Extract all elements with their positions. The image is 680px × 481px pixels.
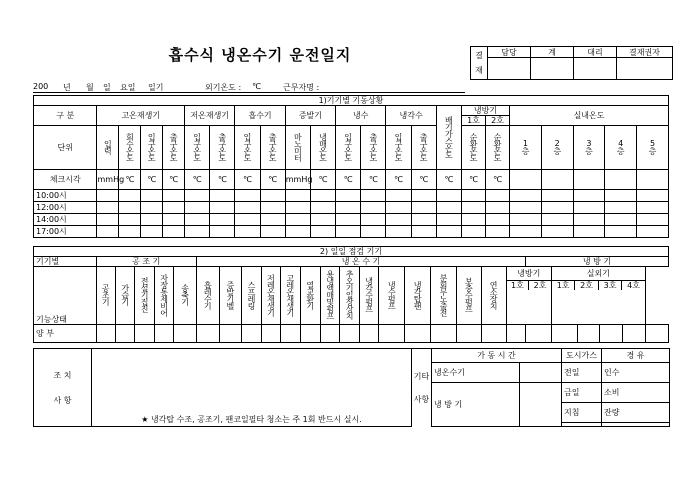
col-label: 저레온재생기: [261, 267, 280, 325]
blank-cell: [510, 170, 542, 190]
group-indoor-temp: 실내온도: [510, 106, 669, 126]
section2-table: [33, 246, 669, 343]
group-cooler: 냉방기: [461, 106, 509, 116]
time-label: 10:00시: [34, 190, 97, 202]
group-heater: 냉 방 기: [526, 257, 669, 267]
group-evaporator: 증발기: [285, 106, 335, 126]
unit: ℃: [310, 170, 335, 190]
entry-cell[interactable]: [600, 325, 623, 343]
entry-cell[interactable]: [486, 190, 510, 202]
approval-table: [470, 46, 673, 80]
col-label: 스프레링: [242, 267, 261, 325]
entry-cell[interactable]: [261, 325, 280, 343]
outdoor-temp-unit: ℃: [252, 82, 261, 91]
entry-cell[interactable]: [260, 190, 285, 202]
unit: ℃: [411, 170, 436, 190]
entry-cell[interactable]: [431, 325, 457, 343]
entry-cell[interactable]: [310, 190, 335, 202]
label-etc: [412, 349, 432, 427]
label-action: [34, 349, 92, 427]
entry-cell[interactable]: [185, 214, 210, 226]
entry-cell[interactable]: [210, 190, 235, 202]
gas-row: 금일: [562, 383, 602, 403]
unit: ℃: [461, 170, 485, 190]
approval-col-3: 결재권자: [617, 47, 673, 58]
oil-row: 인수: [602, 363, 670, 383]
entry-cell[interactable]: [119, 226, 141, 238]
approval-col-1: 계: [531, 47, 574, 58]
group-cool-unit: [506, 267, 551, 325]
entry-cell[interactable]: [97, 190, 119, 202]
col-label: 5층: [637, 126, 669, 170]
col-label: 출구온도: [260, 126, 285, 170]
col-label: 회수온도: [119, 126, 141, 170]
entry-cell[interactable]: [285, 202, 310, 214]
gas-row: 지침: [562, 403, 602, 423]
entry-cell[interactable]: [135, 325, 154, 343]
entry-cell[interactable]: [405, 325, 431, 343]
entry-cell[interactable]: [119, 190, 141, 202]
entry-cell[interactable]: [510, 202, 542, 214]
entry-cell[interactable]: [185, 190, 210, 202]
section1-title: 1)기기별 기동상황: [34, 96, 669, 106]
unit: ℃: [235, 170, 260, 190]
entry-cell[interactable]: [456, 325, 481, 343]
entry-cell[interactable]: [436, 214, 461, 226]
entry-cell[interactable]: [379, 325, 405, 343]
entry-cell[interactable]: [359, 325, 378, 343]
entry-cell[interactable]: [185, 226, 210, 238]
entry-cell[interactable]: [141, 202, 163, 214]
col-label: 3층: [573, 126, 605, 170]
entry-cell[interactable]: [163, 202, 185, 214]
col-label: 공조기: [96, 267, 115, 325]
unit: ℃: [141, 170, 163, 190]
col-label: 입력: [97, 126, 119, 170]
col-label: 보충수펌프: [456, 267, 481, 325]
op-row-chiller: 냉온수기: [432, 363, 520, 383]
col-label: 2층: [541, 126, 573, 170]
group-outdoor-unit: [551, 267, 645, 325]
entry-cell[interactable]: [300, 325, 321, 343]
approval-sign[interactable]: [574, 58, 617, 80]
col-label: 증발기벨: [219, 267, 242, 325]
col-label: 마노미터: [285, 126, 310, 170]
unit: ℃: [336, 170, 361, 190]
col-label: 출구온도: [210, 126, 235, 170]
entry-cell[interactable]: [386, 190, 411, 202]
op-value[interactable]: [520, 383, 562, 427]
time-label: 12:00시: [34, 202, 97, 214]
time-label: 17:00시: [34, 226, 97, 238]
col-label: 출구온도: [361, 126, 386, 170]
entry-cell[interactable]: [260, 202, 285, 214]
col-label: 냉수펌프: [379, 267, 405, 325]
group-chilled-water: 냉수: [336, 106, 386, 126]
action-notes[interactable]: [92, 349, 412, 427]
op-time-header: 가 동 시 간: [432, 349, 562, 363]
unit: ℃: [119, 170, 141, 190]
col-label: 열교환기: [300, 267, 321, 325]
entry-cell[interactable]: [541, 226, 573, 238]
entry-cell[interactable]: [361, 214, 386, 226]
label-sahang: 사 항: [53, 395, 72, 405]
blank-cell: [562, 423, 602, 427]
unit: mmHg: [285, 170, 310, 190]
entry-cell[interactable]: [461, 202, 485, 214]
entry-cell[interactable]: [235, 190, 260, 202]
info-underline: [33, 92, 465, 93]
oil-header: 경 유: [602, 349, 670, 363]
entry-cell[interactable]: [336, 202, 361, 214]
entry-cell[interactable]: [411, 226, 436, 238]
label-yangbu: 양 부: [34, 325, 97, 343]
entry-cell[interactable]: [486, 202, 510, 214]
entry-cell[interactable]: [141, 190, 163, 202]
date-month-label: 월: [86, 83, 94, 92]
unit: ℃: [436, 170, 461, 190]
entry-cell[interactable]: [486, 214, 510, 226]
approval-col-2: 대리: [574, 47, 617, 58]
entry-cell[interactable]: [386, 214, 411, 226]
entry-cell[interactable]: [235, 214, 260, 226]
unit: ℃: [185, 170, 210, 190]
entry-cell[interactable]: [310, 202, 335, 214]
unit: ℃: [486, 170, 510, 190]
section1-table: [33, 95, 669, 238]
bottom-table: [33, 348, 670, 427]
blank-cell: [637, 170, 669, 190]
col-label: 고레온재생기: [281, 267, 300, 325]
entry-cell[interactable]: [285, 226, 310, 238]
section2-title: 2) 일일 점검 기기: [34, 247, 669, 257]
col-label: 입구온도: [386, 126, 411, 170]
entry-cell[interactable]: [605, 190, 637, 202]
entry-cell[interactable]: [285, 190, 310, 202]
col-label: 냉각수펌프: [359, 267, 378, 325]
approval-side-label: 결 재: [471, 47, 488, 80]
entry-cell[interactable]: [96, 325, 115, 343]
col-label: 흡레수기: [196, 267, 219, 325]
table-row: [34, 226, 669, 238]
weather-label: 일기: [148, 83, 164, 92]
entry-cell[interactable]: [210, 214, 235, 226]
entry-cell[interactable]: [645, 325, 668, 343]
table-row: [34, 190, 669, 202]
unit: ℃: [361, 170, 386, 190]
outdoor-unit-2: 2호: [575, 281, 598, 290]
entry-cell[interactable]: [361, 202, 386, 214]
entry-cell[interactable]: [541, 214, 573, 226]
entry-cell[interactable]: [623, 325, 646, 343]
cool-unit-2: 2호: [533, 281, 547, 290]
entry-cell[interactable]: [119, 214, 141, 226]
entry-cell[interactable]: [116, 325, 135, 343]
entry-cell[interactable]: [605, 202, 637, 214]
label-sahang2: 사항: [413, 394, 430, 404]
col-label: 1층: [510, 126, 542, 170]
col-label: 입구온도: [185, 126, 210, 170]
entry-cell[interactable]: [174, 325, 197, 343]
outdoor-unit-3: 3호: [599, 281, 622, 290]
entry-cell[interactable]: [436, 226, 461, 238]
entry-cell[interactable]: [605, 226, 637, 238]
col-label: 순환온도: [486, 126, 510, 170]
outdoor-unit-4: 4호: [627, 281, 640, 290]
outdoor-unit-1: 1호: [552, 281, 575, 290]
col-label: 출구온도: [411, 126, 436, 170]
unit: ℃: [386, 170, 411, 190]
table-row: [34, 214, 669, 226]
city-gas-header: 도시가스: [562, 349, 602, 363]
gas-row: 전일: [562, 363, 602, 383]
entry-cell[interactable]: [321, 325, 340, 343]
outdoor-temp-label: 외기온도 :: [205, 83, 242, 92]
group-chiller: 냉 온 수 기: [196, 257, 525, 267]
date-weekday-label: 요일: [120, 83, 136, 92]
entry-cell[interactable]: [340, 325, 359, 343]
entry-cell[interactable]: [386, 202, 411, 214]
entry-cell[interactable]: [411, 202, 436, 214]
entry-cell[interactable]: [235, 226, 260, 238]
group-low-temp-gen: 저온재생기: [185, 106, 235, 126]
entry-cell[interactable]: [506, 325, 525, 343]
entry-cell[interactable]: [185, 202, 210, 214]
col-label: 순환온도: [461, 126, 485, 170]
col-label: 송축기: [174, 267, 197, 325]
entry-cell[interactable]: [310, 214, 335, 226]
entry-cell[interactable]: [281, 325, 300, 343]
col-label: 연소장치: [481, 267, 506, 325]
entry-cell[interactable]: [154, 325, 173, 343]
unit: ℃: [163, 170, 185, 190]
entry-cell[interactable]: [605, 214, 637, 226]
approval-col-0: 담당: [488, 47, 531, 58]
col-label: 4층: [605, 126, 637, 170]
label-device: 기기별: [34, 257, 97, 267]
col-label: 자장통제비어: [154, 267, 173, 325]
entry-cell[interactable]: [210, 202, 235, 214]
entry-cell[interactable]: [573, 214, 605, 226]
col-label: 추오기일장상치: [340, 267, 359, 325]
entry-cell[interactable]: [461, 226, 485, 238]
entry-cell[interactable]: [573, 202, 605, 214]
entry-cell[interactable]: [97, 202, 119, 214]
entry-cell[interactable]: [436, 202, 461, 214]
entry-cell[interactable]: [541, 202, 573, 214]
entry-cell[interactable]: [481, 325, 506, 343]
entry-cell[interactable]: [163, 190, 185, 202]
entry-cell[interactable]: [637, 214, 669, 226]
entry-cell[interactable]: [97, 214, 119, 226]
entry-cell[interactable]: [310, 226, 335, 238]
group-absorber: 흡수기: [235, 106, 285, 126]
entry-cell[interactable]: [436, 190, 461, 202]
entry-cell[interactable]: [235, 202, 260, 214]
page-title: 흡수식 냉온수기 운전일지: [168, 46, 352, 64]
blank-cell: [541, 170, 573, 190]
entry-cell[interactable]: [163, 214, 185, 226]
entry-cell[interactable]: [260, 214, 285, 226]
entry-cell[interactable]: [196, 325, 219, 343]
entry-cell[interactable]: [97, 226, 119, 238]
label-danwi: 단위: [34, 126, 97, 170]
entry-cell[interactable]: [551, 325, 577, 343]
entry-cell[interactable]: [141, 226, 163, 238]
blank-cell: [602, 423, 670, 427]
entry-cell[interactable]: [336, 214, 361, 226]
group-exhaust-temp: 배기가스온도: [436, 106, 461, 170]
entry-cell[interactable]: [637, 226, 669, 238]
col-label: 분회무노출전: [431, 267, 457, 325]
entry-cell[interactable]: [526, 325, 552, 343]
entry-cell[interactable]: [336, 190, 361, 202]
op-row-cooler: 냉 방 기: [432, 383, 520, 427]
entry-cell[interactable]: [486, 226, 510, 238]
col-label: 출구온도: [163, 126, 185, 170]
table-row: [34, 325, 669, 343]
date-year: 200: [33, 82, 49, 91]
date-year-label: 년: [63, 83, 71, 92]
col-label: 냉각탑팬: [405, 267, 431, 325]
col-label: 입구온도: [336, 126, 361, 170]
entry-cell[interactable]: [637, 202, 669, 214]
label-gita: 기타: [413, 371, 430, 381]
group-cooling-water: 냉각수: [386, 106, 436, 126]
entry-cell[interactable]: [386, 226, 411, 238]
blank-cell: [605, 170, 637, 190]
approval-sign[interactable]: [617, 58, 673, 80]
label-josi: 조 치: [53, 370, 72, 380]
col-label: 입구온도: [141, 126, 163, 170]
outdoor-unit-label: 실외기: [586, 269, 610, 278]
blank-cell: [573, 170, 605, 190]
col-label: 냉매온도: [310, 126, 335, 170]
entry-cell[interactable]: [285, 214, 310, 226]
entry-cell[interactable]: [637, 190, 669, 202]
entry-cell[interactable]: [119, 202, 141, 214]
approval-sign[interactable]: [531, 58, 574, 80]
cooler-sub-1: 1호: [461, 116, 485, 126]
col-label: 용냉액매및펌프: [321, 267, 340, 325]
entry-cell[interactable]: [510, 190, 542, 202]
entry-cell[interactable]: [541, 190, 573, 202]
entry-cell[interactable]: [510, 214, 542, 226]
label-check-time: 체크시각: [34, 170, 97, 190]
col-label: 전설기집진: [135, 267, 154, 325]
entry-cell[interactable]: [411, 214, 436, 226]
worker-label: 근무자명 :: [283, 83, 320, 92]
label-function-state: 기능상태: [34, 267, 97, 325]
unit: mmHg: [97, 170, 119, 190]
entry-cell[interactable]: [163, 226, 185, 238]
date-day-label: 일: [103, 83, 111, 92]
entry-cell[interactable]: [573, 226, 605, 238]
entry-cell[interactable]: [510, 226, 542, 238]
entry-cell[interactable]: [260, 226, 285, 238]
op-value[interactable]: [520, 363, 562, 383]
unit: ℃: [210, 170, 235, 190]
entry-cell[interactable]: [242, 325, 261, 343]
entry-cell[interactable]: [573, 190, 605, 202]
entry-cell[interactable]: [361, 226, 386, 238]
oil-row: 잔량: [602, 403, 670, 423]
entry-cell[interactable]: [210, 226, 235, 238]
entry-cell[interactable]: [577, 325, 600, 343]
notice-text: ★ 냉각탑 수조, 공조기, 팬코일필타 청소는 주 1회 반드시 실시.: [141, 415, 362, 424]
cooler-sub-2: 2호: [486, 116, 510, 126]
entry-cell[interactable]: [461, 190, 485, 202]
entry-cell[interactable]: [361, 190, 386, 202]
approval-sign[interactable]: [488, 58, 531, 80]
cool-unit-label: 냉방기: [517, 269, 541, 278]
table-row: [34, 202, 669, 214]
entry-cell[interactable]: [141, 214, 163, 226]
col-label: 입구온도: [235, 126, 260, 170]
entry-cell[interactable]: [461, 214, 485, 226]
entry-cell[interactable]: [411, 190, 436, 202]
label-gubun: 구 분: [34, 106, 97, 126]
unit: ℃: [260, 170, 285, 190]
entry-cell[interactable]: [219, 325, 242, 343]
cool-unit-1: 1호: [507, 281, 530, 290]
group-high-temp-gen: 고온재생기: [97, 106, 185, 126]
col-label: 가습기: [116, 267, 135, 325]
entry-cell[interactable]: [336, 226, 361, 238]
time-label: 14:00시: [34, 214, 97, 226]
oil-row: 소비: [602, 383, 670, 403]
group-air-handler: 공 조 기: [96, 257, 196, 267]
